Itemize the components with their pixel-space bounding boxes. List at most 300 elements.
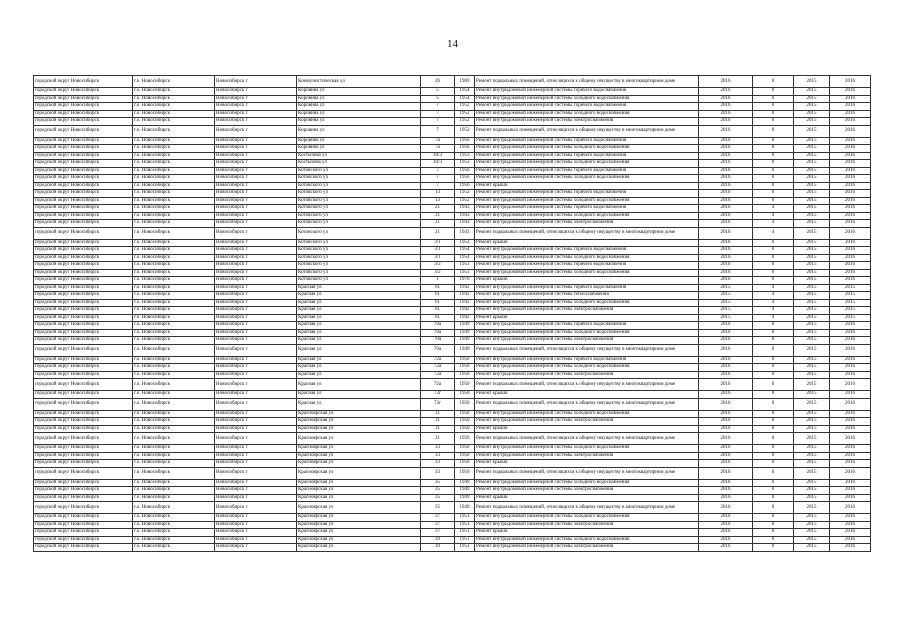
street-cell: Котовского ул [297, 182, 421, 190]
street-cell: Коровина ул [297, 118, 421, 126]
to-year-cell: 2016 [830, 212, 871, 220]
to-year-cell: 2016 [830, 425, 871, 433]
city-cell: г.о. Новосибирск [133, 103, 215, 111]
street-cell: Красноярская ул [297, 433, 421, 445]
plan-year-cell: 2016 [699, 460, 753, 468]
plan-year-cell: 2016 [699, 410, 753, 418]
count-cell: 0 [753, 76, 794, 88]
work-cell: Ремонт подвальных помещений, относящихся к общему имуществу в многоквартирном доме [475, 398, 699, 410]
year-cell: 1952 [455, 197, 475, 205]
settlement-cell: Новосибирск г [215, 410, 297, 418]
city-cell: г.о. Новосибирск [133, 197, 215, 205]
to-year-cell: 2016 [830, 344, 871, 356]
count-cell: 0 [753, 254, 794, 262]
plan-year-cell: 2016 [699, 152, 753, 160]
settlement-cell: Новосибирск г [215, 110, 297, 118]
district-cell: городской округ Новосибирск [34, 329, 133, 337]
year-cell: 1950 [455, 460, 475, 468]
year-cell: 1951 [455, 544, 475, 552]
city-cell: г.о. Новосибирск [133, 76, 215, 88]
table-row [34, 118, 871, 126]
house-cell: 3/1 [421, 247, 455, 255]
to-year-cell: 2015 [830, 307, 871, 315]
work-cell: Ремонт подвальных помещений, относящихся к общему имуществу в многоквартирном доме [475, 467, 699, 479]
settlement-cell: Новосибирск г [215, 487, 297, 495]
settlement-cell: Новосибирск г [215, 262, 297, 270]
work-cell: Ремонт внутридомовой инженерной системы холодного водоснабжения [475, 299, 699, 307]
plan-year-cell: 2016 [699, 344, 753, 356]
street-cell: Красная ул [297, 329, 421, 337]
district-cell: городской округ Новосибирск [34, 137, 133, 145]
table-row [34, 205, 871, 213]
count-cell: 4 [753, 227, 794, 239]
plan-year-cell: 2016 [699, 452, 753, 460]
street-cell: Коровина ул [297, 125, 421, 137]
settlement-cell: Новосибирск г [215, 314, 297, 322]
district-cell: городской округ Новосибирск [34, 445, 133, 453]
from-year-cell: 2015 [794, 152, 830, 160]
table-row [34, 314, 871, 322]
count-cell: 0 [753, 452, 794, 460]
count-cell: 0 [753, 418, 794, 426]
table-row [34, 529, 871, 537]
district-cell: городской округ Новосибирск [34, 95, 133, 103]
table-row [34, 262, 871, 270]
year-cell: 1943 [455, 212, 475, 220]
settlement-cell: Новосибирск г [215, 160, 297, 168]
table-row [34, 410, 871, 418]
plan-year-cell: 2016 [699, 88, 753, 96]
table-row [34, 379, 871, 391]
from-year-cell: 2015 [794, 262, 830, 270]
count-cell: 0 [753, 544, 794, 552]
from-year-cell: 2015 [794, 269, 830, 277]
year-cell: 1950 [455, 452, 475, 460]
house-cell: 13 [421, 190, 455, 198]
year-cell: 1953 [455, 152, 475, 160]
street-cell: Красноярская ул [297, 410, 421, 418]
street-cell: Красная ул [297, 391, 421, 399]
work-cell: Ремонт внутридомовой инженерной системы горячего водоснабжения [475, 247, 699, 255]
work-cell: Ремонт внутридомовой инженерной системы горячего водоснабжения [475, 356, 699, 364]
street-cell: Красноярская ул [297, 544, 421, 552]
to-year-cell: 2016 [830, 391, 871, 399]
count-cell: 0 [753, 277, 794, 285]
settlement-cell: Новосибирск г [215, 227, 297, 239]
to-year-cell: 2016 [830, 160, 871, 168]
house-cell: 37 [421, 514, 455, 522]
city-cell: г.о. Новосибирск [133, 379, 215, 391]
house-cell: 35 [421, 494, 455, 502]
count-cell: 0 [753, 487, 794, 495]
from-year-cell: 2015 [794, 277, 830, 285]
street-cell: Котовского ул [297, 190, 421, 198]
year-cell: 1952 [455, 125, 475, 137]
city-cell: г.о. Новосибирск [133, 337, 215, 345]
year-cell: 1953 [455, 269, 475, 277]
to-year-cell: 2016 [830, 494, 871, 502]
count-cell: 0 [753, 514, 794, 522]
settlement-cell: Новосибирск г [215, 212, 297, 220]
year-cell: 1942 [455, 307, 475, 315]
city-cell: г.о. Новосибирск [133, 536, 215, 544]
city-cell: г.о. Новосибирск [133, 322, 215, 330]
house-cell: 72а [421, 371, 455, 379]
plan-year-cell: 2016 [699, 182, 753, 190]
street-cell: Красная ул [297, 292, 421, 300]
city-cell: г.о. Новосибирск [133, 95, 215, 103]
city-cell: г.о. Новосибирск [133, 391, 215, 399]
from-year-cell: 2015 [794, 371, 830, 379]
plan-year-cell: 2015 [699, 314, 753, 322]
city-cell: г.о. Новосибирск [133, 182, 215, 190]
count-cell: 0 [753, 197, 794, 205]
count-cell: 0 [753, 145, 794, 153]
to-year-cell: 2016 [830, 445, 871, 453]
year-cell: 1950 [455, 364, 475, 372]
count-cell: 0 [753, 152, 794, 160]
work-cell: Ремонт внутридомовой инженерной системы холодного водоснабжения [475, 175, 699, 183]
plan-year-cell: 2016 [699, 239, 753, 247]
table-row [34, 356, 871, 364]
street-cell: Красноярская ул [297, 418, 421, 426]
house-cell: 21 [421, 227, 455, 239]
count-cell: 0 [753, 182, 794, 190]
settlement-cell: Новосибирск г [215, 364, 297, 372]
work-cell: Ремонт крыши [475, 314, 699, 322]
to-year-cell: 2016 [830, 277, 871, 285]
to-year-cell: 2016 [830, 536, 871, 544]
table-row [34, 277, 871, 285]
house-cell: 72а [421, 364, 455, 372]
to-year-cell: 2016 [830, 514, 871, 522]
to-year-cell: 2016 [830, 433, 871, 445]
year-cell: 1950 [455, 371, 475, 379]
table-row [34, 269, 871, 277]
district-cell: городской округ Новосибирск [34, 379, 133, 391]
to-year-cell: 2016 [830, 322, 871, 330]
to-year-cell: 2016 [830, 167, 871, 175]
to-year-cell: 2016 [830, 137, 871, 145]
table-row [34, 398, 871, 410]
work-cell: Ремонт внутридомовой инженерной системы холодного водоснабжения [475, 145, 699, 153]
count-cell: 0 [753, 103, 794, 111]
settlement-cell: Новосибирск г [215, 103, 297, 111]
work-cell: Ремонт внутридомовой инженерной системы холодного водоснабжения [475, 212, 699, 220]
year-cell: 1950 [455, 356, 475, 364]
year-cell: 1954 [455, 254, 475, 262]
city-cell: г.о. Новосибирск [133, 262, 215, 270]
from-year-cell: 2015 [794, 529, 830, 537]
to-year-cell: 2016 [830, 118, 871, 126]
year-cell: 1942 [455, 299, 475, 307]
table-row [34, 182, 871, 190]
table-row [34, 487, 871, 495]
street-cell: Красноярская ул [297, 460, 421, 468]
house-cell: 33 [421, 445, 455, 453]
year-cell: 1950 [455, 433, 475, 445]
year-cell: 1951 [455, 529, 475, 537]
house-cell: 7 [421, 167, 455, 175]
count-cell: 0 [753, 175, 794, 183]
district-cell: городской округ Новосибирск [34, 167, 133, 175]
table-row [34, 344, 871, 356]
year-cell: 1951 [455, 521, 475, 529]
city-cell: г.о. Новосибирск [133, 227, 215, 239]
plan-year-cell: 2016 [699, 262, 753, 270]
to-year-cell: 2016 [830, 452, 871, 460]
plan-year-cell: 2016 [699, 356, 753, 364]
district-cell: городской округ Новосибирск [34, 322, 133, 330]
work-cell: Ремонт подвальных помещений, относящихся к общему имуществу в многоквартирном доме [475, 76, 699, 88]
table-row [34, 418, 871, 426]
house-cell: 61 [421, 299, 455, 307]
house-cell: 39 [421, 544, 455, 552]
district-cell: городской округ Новосибирск [34, 467, 133, 479]
district-cell: городской округ Новосибирск [34, 425, 133, 433]
district-cell: городской округ Новосибирск [34, 391, 133, 399]
from-year-cell: 2015 [794, 494, 830, 502]
district-cell: городской округ Новосибирск [34, 398, 133, 410]
settlement-cell: Новосибирск г [215, 536, 297, 544]
to-year-cell: 2016 [830, 371, 871, 379]
year-cell: 1949 [455, 322, 475, 330]
to-year-cell: 2016 [830, 269, 871, 277]
from-year-cell: 2015 [794, 110, 830, 118]
plan-year-cell: 2016 [699, 467, 753, 479]
count-cell: 0 [753, 371, 794, 379]
count-cell: 0 [753, 137, 794, 145]
settlement-cell: Новосибирск г [215, 521, 297, 529]
house-cell: 5 [421, 95, 455, 103]
from-year-cell: 2015 [794, 88, 830, 96]
work-cell: Ремонт внутридомовой инженерной системы электроснабжения [475, 521, 699, 529]
street-cell: Красная ул [297, 314, 421, 322]
plan-year-cell: 2015 [699, 299, 753, 307]
to-year-cell: 2016 [830, 152, 871, 160]
to-year-cell: 2016 [830, 521, 871, 529]
year-cell: 1970 [455, 277, 475, 285]
settlement-cell: Новосибирск г [215, 254, 297, 262]
year-cell: 1956 [455, 175, 475, 183]
district-cell: городской округ Новосибирск [34, 76, 133, 88]
from-year-cell: 2015 [794, 197, 830, 205]
plan-year-cell: 2015 [699, 307, 753, 315]
to-year-cell: 2016 [830, 95, 871, 103]
table-row [34, 371, 871, 379]
settlement-cell: Новосибирск г [215, 145, 297, 153]
settlement-cell: Новосибирск г [215, 371, 297, 379]
city-cell: г.о. Новосибирск [133, 344, 215, 356]
settlement-cell: Новосибирск г [215, 284, 297, 292]
table-row [34, 76, 871, 88]
house-cell: 72г [421, 398, 455, 410]
table-row [34, 329, 871, 337]
from-year-cell: 2015 [794, 322, 830, 330]
from-year-cell: 2015 [794, 364, 830, 372]
house-cell: 7 [421, 110, 455, 118]
table-row [34, 292, 871, 300]
street-cell: Костычева ул [297, 152, 421, 160]
settlement-cell: Новосибирск г [215, 239, 297, 247]
page-number: 14 [447, 38, 458, 50]
house-cell: 61 [421, 307, 455, 315]
from-year-cell: 2015 [794, 391, 830, 399]
count-cell: 0 [753, 536, 794, 544]
count-cell: 4 [753, 212, 794, 220]
settlement-cell: Новосибирск г [215, 95, 297, 103]
house-cell: 35 [421, 502, 455, 514]
house-cell: 31 [421, 433, 455, 445]
table-row [34, 322, 871, 330]
work-cell: Ремонт крыши [475, 239, 699, 247]
district-cell: городской округ Новосибирск [34, 356, 133, 364]
house-cell: 7 [421, 103, 455, 111]
to-year-cell: 2016 [830, 398, 871, 410]
work-cell: Ремонт внутридомовой инженерной системы горячего водоснабжения [475, 322, 699, 330]
work-cell: Ремонт внутридомовой инженерной системы холодного водоснабжения [475, 364, 699, 372]
district-cell: городской округ Новосибирск [34, 314, 133, 322]
street-cell: Красная ул [297, 356, 421, 364]
house-cell: 61 [421, 292, 455, 300]
street-cell: Костычева ул [297, 160, 421, 168]
city-cell: г.о. Новосибирск [133, 118, 215, 126]
city-cell: г.о. Новосибирск [133, 398, 215, 410]
work-cell: Ремонт внутридомовой инженерной системы электроснабжения [475, 307, 699, 315]
street-cell: Котовского ул [297, 269, 421, 277]
work-cell: Ремонт внутридомовой инженерной системы холодного водоснабжения [475, 269, 699, 277]
district-cell: городской округ Новосибирск [34, 152, 133, 160]
count-cell: 0 [753, 379, 794, 391]
to-year-cell: 2016 [830, 220, 871, 228]
settlement-cell: Новосибирск г [215, 344, 297, 356]
settlement-cell: Новосибирск г [215, 299, 297, 307]
house-cell: 3/2 [421, 262, 455, 270]
street-cell: Коровина ул [297, 110, 421, 118]
city-cell: г.о. Новосибирск [133, 160, 215, 168]
work-cell: Ремонт внутридомовой инженерной системы холодного водоснабжения [475, 536, 699, 544]
count-cell: 0 [753, 479, 794, 487]
city-cell: г.о. Новосибирск [133, 247, 215, 255]
district-cell: городской округ Новосибирск [34, 247, 133, 255]
house-cell: 7а [421, 137, 455, 145]
to-year-cell: 2016 [830, 356, 871, 364]
district-cell: городской округ Новосибирск [34, 502, 133, 514]
settlement-cell: Новосибирск г [215, 479, 297, 487]
table-row [34, 364, 871, 372]
city-cell: г.о. Новосибирск [133, 190, 215, 198]
to-year-cell: 2016 [830, 487, 871, 495]
street-cell: Красноярская ул [297, 467, 421, 479]
count-cell: 0 [753, 364, 794, 372]
to-year-cell: 2016 [830, 460, 871, 468]
count-cell: 0 [753, 190, 794, 198]
work-cell: Ремонт внутридомовой инженерной системы горячего водоснабжения [475, 190, 699, 198]
plan-year-cell: 2016 [699, 425, 753, 433]
to-year-cell: 2016 [830, 175, 871, 183]
from-year-cell: 2015 [794, 220, 830, 228]
district-cell: городской округ Новосибирск [34, 227, 133, 239]
district-cell: городской округ Новосибирск [34, 410, 133, 418]
city-cell: г.о. Новосибирск [133, 292, 215, 300]
city-cell: г.о. Новосибирск [133, 479, 215, 487]
plan-year-cell: 2016 [699, 197, 753, 205]
house-cell: 72г [421, 391, 455, 399]
house-cell: 35 [421, 479, 455, 487]
works-table-grid [33, 75, 871, 552]
district-cell: городской округ Новосибирск [34, 479, 133, 487]
house-cell: 39 [421, 536, 455, 544]
table-row [34, 299, 871, 307]
plan-year-cell: 2016 [699, 190, 753, 198]
from-year-cell: 2015 [794, 307, 830, 315]
count-cell: 0 [753, 239, 794, 247]
city-cell: г.о. Новосибирск [133, 521, 215, 529]
house-cell: 37 [421, 521, 455, 529]
work-cell: Ремонт внутридомовой инженерной системы горячего водоснабжения [475, 167, 699, 175]
from-year-cell: 2015 [794, 167, 830, 175]
to-year-cell: 2016 [830, 410, 871, 418]
street-cell: Коровина ул [297, 88, 421, 96]
district-cell: городской округ Новосибирск [34, 110, 133, 118]
work-cell: Ремонт внутридомовой инженерной системы горячего водоснабжения [475, 88, 699, 96]
district-cell: городской округ Новосибирск [34, 514, 133, 522]
settlement-cell: Новосибирск г [215, 247, 297, 255]
settlement-cell: Новосибирск г [215, 514, 297, 522]
to-year-cell: 2016 [830, 337, 871, 345]
city-cell: г.о. Новосибирск [133, 212, 215, 220]
work-cell: Ремонт внутридомовой инженерной системы электроснабжения [475, 487, 699, 495]
plan-year-cell: 2016 [699, 76, 753, 88]
plan-year-cell: 2016 [699, 418, 753, 426]
work-cell: Ремонт подвальных помещений, относящихся к общему имуществу в многоквартирном доме [475, 433, 699, 445]
year-cell: 1943 [455, 227, 475, 239]
from-year-cell: 2015 [794, 227, 830, 239]
street-cell: Красная ул [297, 371, 421, 379]
city-cell: г.о. Новосибирск [133, 502, 215, 514]
table-row [34, 110, 871, 118]
district-cell: городской округ Новосибирск [34, 418, 133, 426]
city-cell: г.о. Новосибирск [133, 145, 215, 153]
house-cell: 3/1 [421, 239, 455, 247]
district-cell: городской округ Новосибирск [34, 371, 133, 379]
from-year-cell: 2015 [794, 467, 830, 479]
district-cell: городской округ Новосибирск [34, 125, 133, 137]
work-cell: Ремонт внутридомовой инженерной системы горячего водоснабжения [475, 262, 699, 270]
from-year-cell: 2015 [794, 125, 830, 137]
city-cell: г.о. Новосибирск [133, 514, 215, 522]
work-cell: Ремонт внутридомовой инженерной системы холодного водоснабжения [475, 254, 699, 262]
settlement-cell: Новосибирск г [215, 152, 297, 160]
plan-year-cell: 2016 [699, 544, 753, 552]
city-cell: г.о. Новосибирск [133, 299, 215, 307]
house-cell: 31 [421, 425, 455, 433]
year-cell: 1952 [455, 190, 475, 198]
year-cell: 1949 [455, 337, 475, 345]
work-cell: Ремонт подвальных помещений, относящихся к общему имуществу в многоквартирном доме [475, 502, 699, 514]
to-year-cell: 2016 [830, 76, 871, 88]
settlement-cell: Новосибирск г [215, 205, 297, 213]
work-cell: Ремонт подвальных помещений, относящихся к общему имуществу в многоквартирном доме [475, 344, 699, 356]
to-year-cell: 2016 [830, 247, 871, 255]
table-row [34, 103, 871, 111]
city-cell: г.о. Новосибирск [133, 410, 215, 418]
table-row [34, 502, 871, 514]
street-cell: Котовского ул [297, 239, 421, 247]
plan-year-cell: 2016 [699, 137, 753, 145]
work-cell: Ремонт внутридомовой инженерной системы электроснабжения [475, 371, 699, 379]
work-cell: Ремонт внутридомовой инженерной системы холодного водоснабжения [475, 329, 699, 337]
